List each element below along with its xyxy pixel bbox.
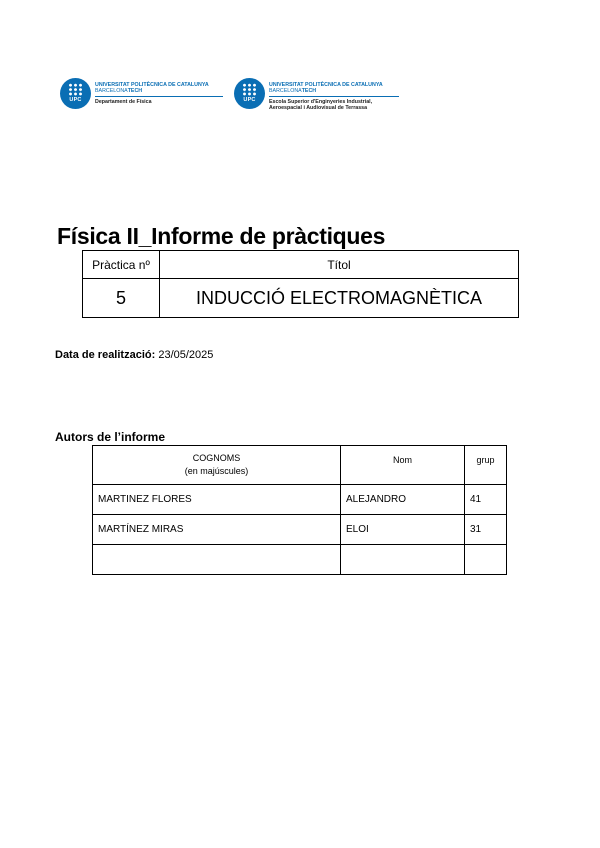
authors-table xyxy=(92,445,507,575)
table-row xyxy=(93,485,507,515)
practice-title-value: INDUCCIÓ ELECTROMAGNÈTICA xyxy=(160,279,519,318)
practice-table xyxy=(82,250,519,318)
author-name: ALEJANDRO xyxy=(341,485,465,515)
surname-header xyxy=(93,446,341,485)
author-surname xyxy=(93,545,341,575)
authors-section-label: Autors de l’informe xyxy=(55,430,166,444)
upc-physics-department-logo xyxy=(60,78,223,109)
author-group: 31 xyxy=(465,515,507,545)
logo-department: Departament de Física xyxy=(95,99,152,105)
practice-number-value: 5 xyxy=(83,279,160,318)
date-label: Data de realització: xyxy=(55,349,156,361)
authors-header-row xyxy=(93,446,507,485)
document-title: Física II_Informe de pràctiques xyxy=(57,223,386,249)
upc-seal-icon xyxy=(60,78,91,109)
author-group xyxy=(465,545,507,575)
date-line xyxy=(55,349,213,361)
logo-divider xyxy=(269,96,399,97)
author-name: ELOI xyxy=(341,515,465,545)
practice-title-header: Títol xyxy=(160,251,519,279)
name-header: Nom xyxy=(341,446,465,485)
seal-text: UPC xyxy=(243,97,256,103)
logo-barcelonatech: BARCELONATECH xyxy=(95,88,143,94)
table-row xyxy=(93,515,507,545)
practice-number-header: Pràctica nº xyxy=(83,251,160,279)
logo-barcelonatech: BARCELONATECH xyxy=(269,88,317,94)
author-surname: MARTINEZ FLORES xyxy=(93,485,341,515)
date-value: 23/05/2025 xyxy=(158,349,214,361)
logo-divider xyxy=(95,96,223,97)
author-surname: MARTÍNEZ MIRAS xyxy=(93,515,341,545)
table-row xyxy=(93,545,507,575)
logo-school-line-1: Escola Superior d'Enginyeries Industrial, xyxy=(269,99,373,105)
logo-school-line-2: Aeroespacial i Audiovisual de Terrassa xyxy=(269,105,368,112)
upc-eseiaat-logo xyxy=(234,78,399,111)
author-group: 41 xyxy=(465,485,507,515)
seal-text: UPC xyxy=(69,97,82,103)
author-name xyxy=(341,545,465,575)
group-header: grup xyxy=(465,446,507,485)
surname-header-label: COGNOMS xyxy=(192,453,241,463)
upc-seal-icon xyxy=(234,78,265,109)
logo-university-name: UNIVERSITAT POLITÈCNICA DE CATALUNYA xyxy=(269,82,383,88)
logo-university-name: UNIVERSITAT POLITÈCNICA DE CATALUNYA xyxy=(95,82,209,88)
surname-header-note: (en majúscules) xyxy=(184,466,249,476)
